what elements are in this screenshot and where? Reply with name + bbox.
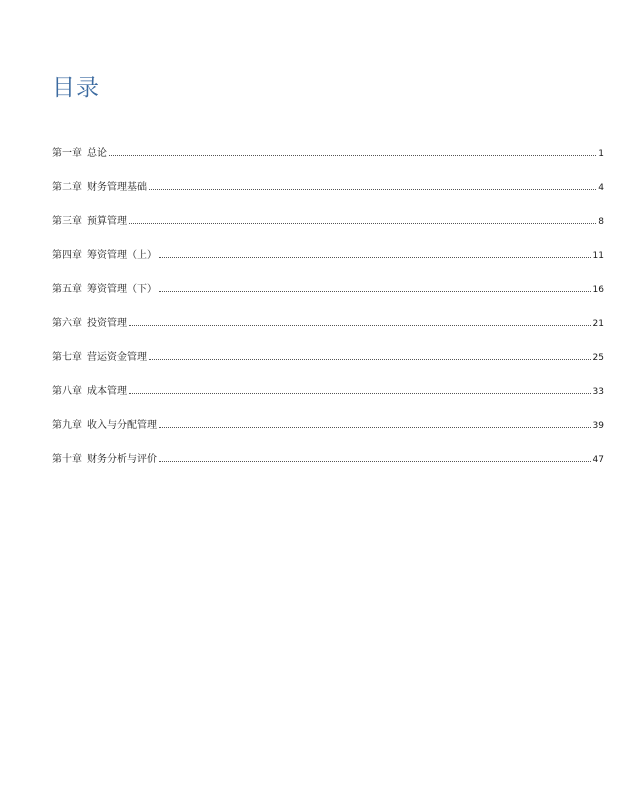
toc-page-number: 25 [592, 353, 604, 363]
toc-chapter-number: 第八章 [52, 386, 82, 397]
toc-chapter-name: 预算管理 [87, 216, 127, 227]
toc-chapter-name: 财务分析与评价 [87, 454, 157, 465]
toc-page-number: 47 [592, 455, 604, 465]
toc-chapter-number: 第二章 [52, 182, 82, 193]
toc-dot-leader [159, 290, 591, 292]
toc-chapter-name: 筹资管理（下） [87, 284, 157, 295]
toc-chapter-name: 收入与分配管理 [87, 420, 157, 431]
toc-page-number: 33 [592, 387, 604, 397]
toc-entry-10[interactable] [52, 452, 604, 486]
toc-entry-1[interactable] [52, 146, 604, 180]
toc-dot-leader [159, 460, 591, 462]
toc-chapter-name: 营运资金管理 [87, 352, 147, 363]
toc-chapter-number: 第三章 [52, 216, 82, 227]
toc-chapter-number: 第五章 [52, 284, 82, 295]
toc-chapter-number: 第十章 [52, 454, 82, 465]
toc-list [52, 146, 604, 486]
toc-dot-leader [159, 256, 591, 258]
toc-entry-8[interactable] [52, 384, 604, 418]
toc-page-number: 16 [592, 285, 604, 295]
toc-dot-leader [129, 392, 591, 394]
toc-chapter-number: 第七章 [52, 352, 82, 363]
toc-dot-leader [129, 324, 591, 326]
toc-chapter-name: 筹资管理（上） [87, 250, 157, 261]
toc-dot-leader [159, 426, 591, 428]
toc-entry-5[interactable] [52, 282, 604, 316]
toc-entry-3[interactable] [52, 214, 604, 248]
toc-entry-7[interactable] [52, 350, 604, 384]
toc-dot-leader [149, 358, 591, 360]
toc-dot-leader [149, 188, 596, 190]
toc-entry-6[interactable] [52, 316, 604, 350]
toc-entry-9[interactable] [52, 418, 604, 452]
toc-page-number: 11 [592, 251, 604, 261]
toc-chapter-name: 财务管理基础 [87, 182, 147, 193]
toc-page-number: 1 [598, 149, 604, 159]
toc-chapter-name: 成本管理 [87, 386, 127, 397]
toc-chapter-number: 第九章 [52, 420, 82, 431]
toc-page-number: 39 [592, 421, 604, 431]
toc-dot-leader [129, 222, 596, 224]
toc-page-number: 4 [598, 183, 604, 193]
toc-chapter-number: 第一章 [52, 148, 82, 159]
toc-page-number: 21 [592, 319, 604, 329]
toc-entry-4[interactable] [52, 248, 604, 282]
toc-chapter-name: 总论 [87, 148, 107, 159]
toc-heading: 目录 [52, 75, 100, 101]
toc-chapter-name: 投资管理 [87, 318, 127, 329]
toc-entry-2[interactable] [52, 180, 604, 214]
toc-page-number: 8 [598, 217, 604, 227]
toc-dot-leader [109, 154, 596, 156]
toc-chapter-number: 第四章 [52, 250, 82, 261]
toc-chapter-number: 第六章 [52, 318, 82, 329]
